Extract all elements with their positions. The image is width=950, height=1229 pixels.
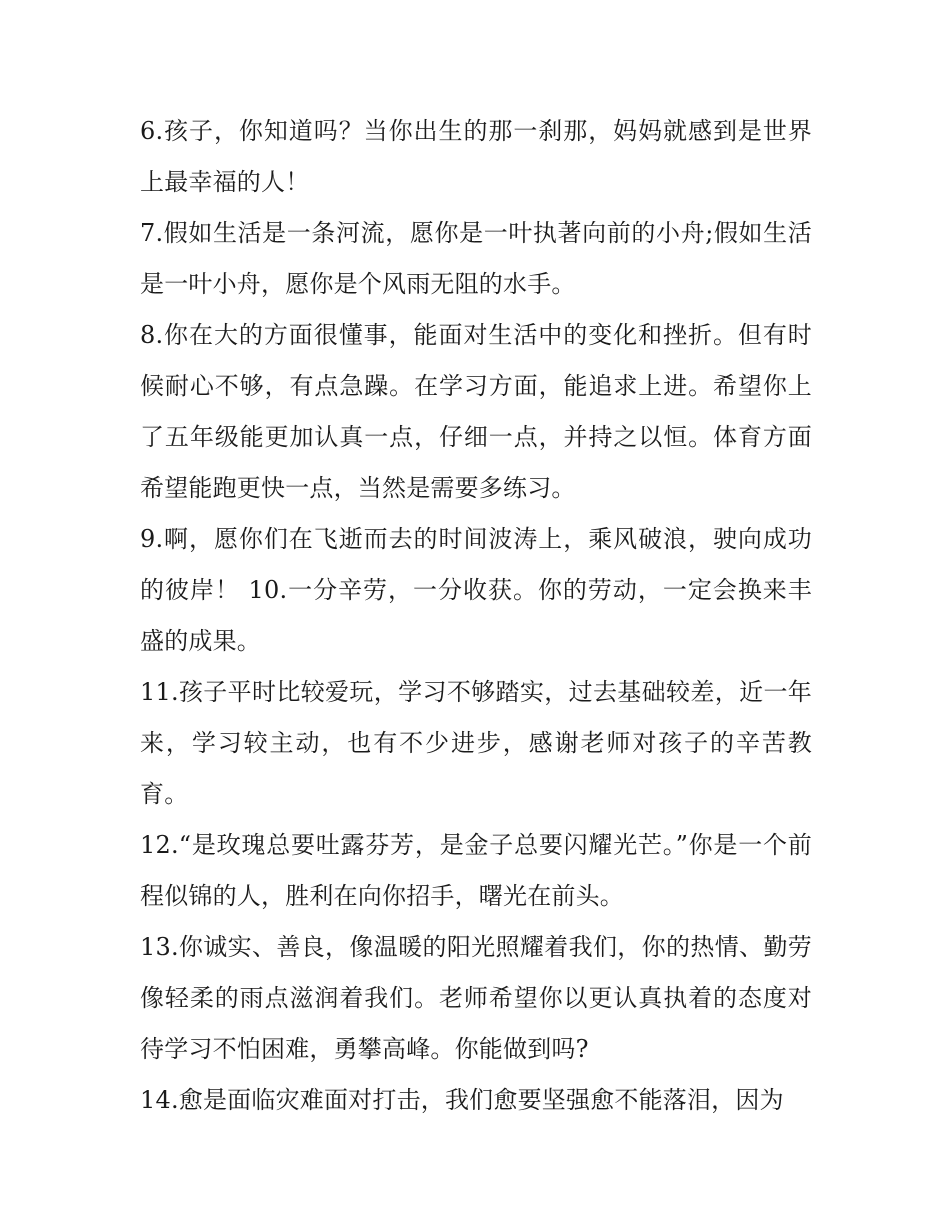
paragraph-8: 8.你在大的方面很懂事，能面对生活中的变化和挫折。但有时候耐心不够，有点急躁。在学习方面，能追求上进。希望你上了五年级能更加认真一点，仔细一点，并持之以恒。体育方面希望能跑更快一点，当然是需要多练习。 bbox=[140, 321, 812, 502]
paragraph-7: 7.假如生活是一条河流，愿你是一叶执著向前的小舟;假如生活是一叶小舟，愿你是个风雨无阻的水手。 bbox=[140, 219, 812, 298]
paragraph-14: 14.愈是面临灾难面对打击，我们愈要坚强愈不能落泪，因为 bbox=[140, 1086, 784, 1114]
paragraph-6: 6.孩子，你知道吗？当你出生的那一刹那，妈妈就感到是世界上最幸福的人！ bbox=[140, 117, 812, 196]
document-body bbox=[140, 106, 812, 1126]
paragraph-12: 12.“是玫瑰总要吐露芬芳，是金子总要闪耀光芒。”你是一个前程似锦的人，胜利在向你招手，曙光在前头。 bbox=[140, 831, 812, 910]
paragraph-13: 13.你诚实、善良，像温暖的阳光照耀着我们，你的热情、勤劳像轻柔的雨点滋润着我们。老师希望你以更认真执着的态度对待学习不怕困难，勇攀高峰。你能做到吗? bbox=[140, 933, 812, 1063]
paragraph-11: 11.孩子平时比较爱玩，学习不够踏实，过去基础较差，近一年来，学习较主动，也有不少进步，感谢老师对孩子的辛苦教育。 bbox=[140, 678, 812, 808]
paragraph-9-10: 9.啊，愿你们在飞逝而去的时间波涛上，乘风破浪，驶向成功的彼岸！ 10.一分辛劳，一分收获。你的劳动，一定会换来丰盛的成果。 bbox=[140, 525, 812, 655]
